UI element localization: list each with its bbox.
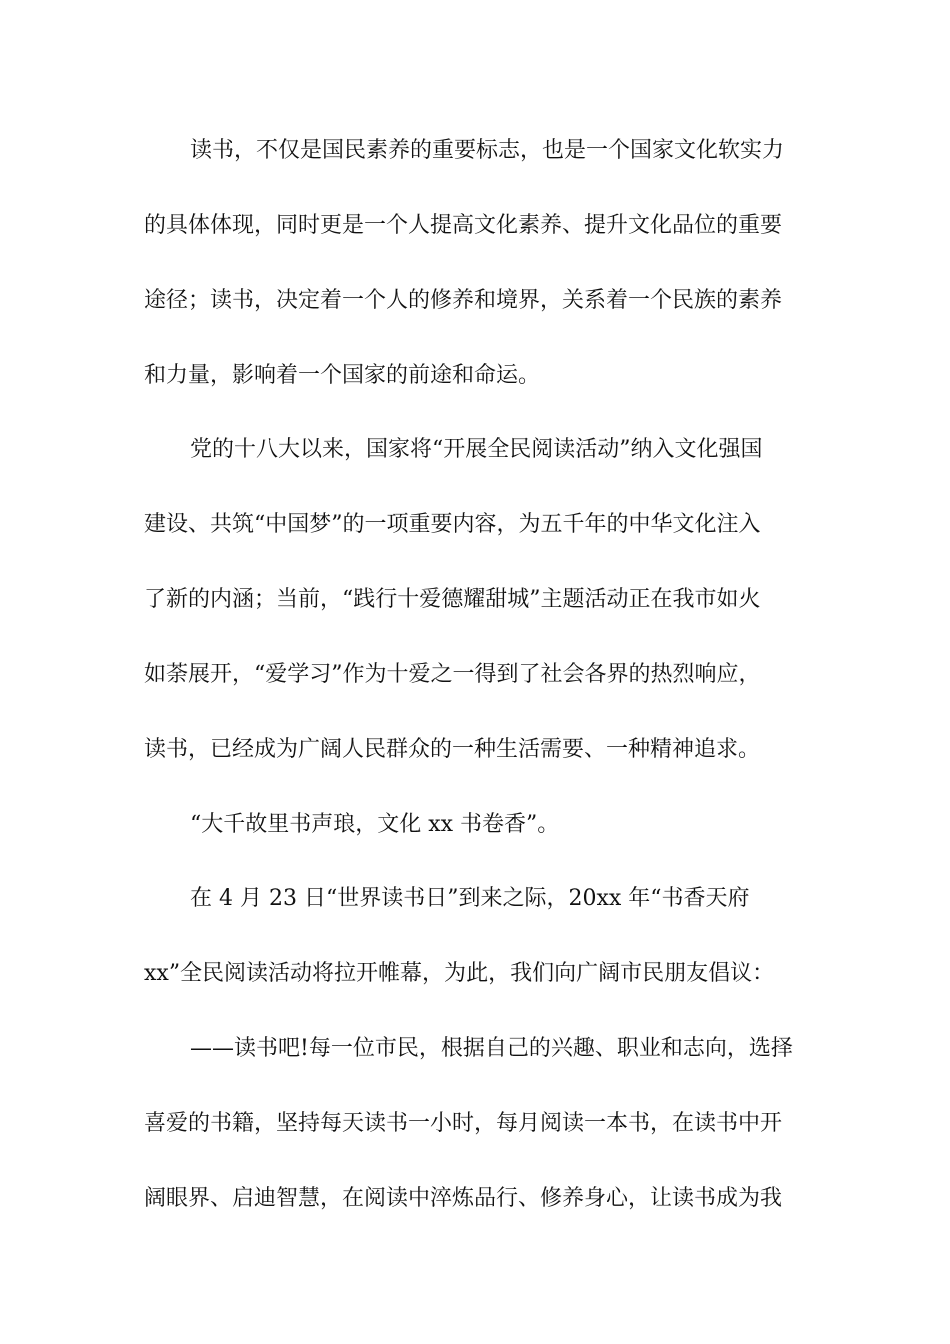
paragraph-5-line-2: 喜爱的书籍，坚持每天读书一小时，每月阅读一本书，在读书中开 [144, 1111, 783, 1136]
paragraph-1-line-2: 的具体体现，同时更是一个人提高文化素养、提升文化品位的重要 [144, 213, 783, 238]
paragraph-5-line-3: 阔眼界、启迪智慧，在阅读中淬炼品行、修养身心，让读书成为我 [144, 1186, 783, 1211]
paragraph-1-line-4: 和力量，影响着一个国家的前途和命运。 [144, 363, 541, 388]
paragraph-1-line-3: 途径；读书，决定着一个人的修养和境界，关系着一个民族的素养 [144, 288, 783, 313]
paragraph-2-line-1: 党的十八大以来，国家将“开展全民阅读活动”纳入文化强国 [190, 437, 763, 462]
paragraph-3-line-1: “大千故里书声琅，文化 xx 书卷香”。 [190, 812, 560, 837]
paragraph-4-line-1: 在 4 月 23 日“世界读书日”到来之际，20xx 年“书香天府 [190, 886, 750, 911]
paragraph-2-line-4: 如荼展开，“爱学习”作为十爱之一得到了社会各界的热烈响应， [144, 662, 761, 687]
paragraph-2-line-3: 了新的内涵；当前，“践行十爱德耀甜城”主题活动正在我市如火 [144, 587, 761, 612]
paragraph-5-line-1: ——读书吧!每一位市民，根据自己的兴趣、职业和志向，选择 [190, 1036, 793, 1061]
paragraph-4-line-2: xx”全民阅读活动将拉开帷幕，为此，我们向广阔市民朋友倡议： [144, 961, 775, 986]
paragraph-2-line-5: 读书，已经成为广阔人民群众的一种生活需要、一种精神追求。 [144, 737, 761, 762]
paragraph-1-line-1: 读书，不仅是国民素养的重要标志，也是一个国家文化软实力 [190, 138, 785, 163]
paragraph-2-line-2: 建设、共筑“中国梦”的一项重要内容，为五千年的中华文化注入 [144, 512, 761, 537]
